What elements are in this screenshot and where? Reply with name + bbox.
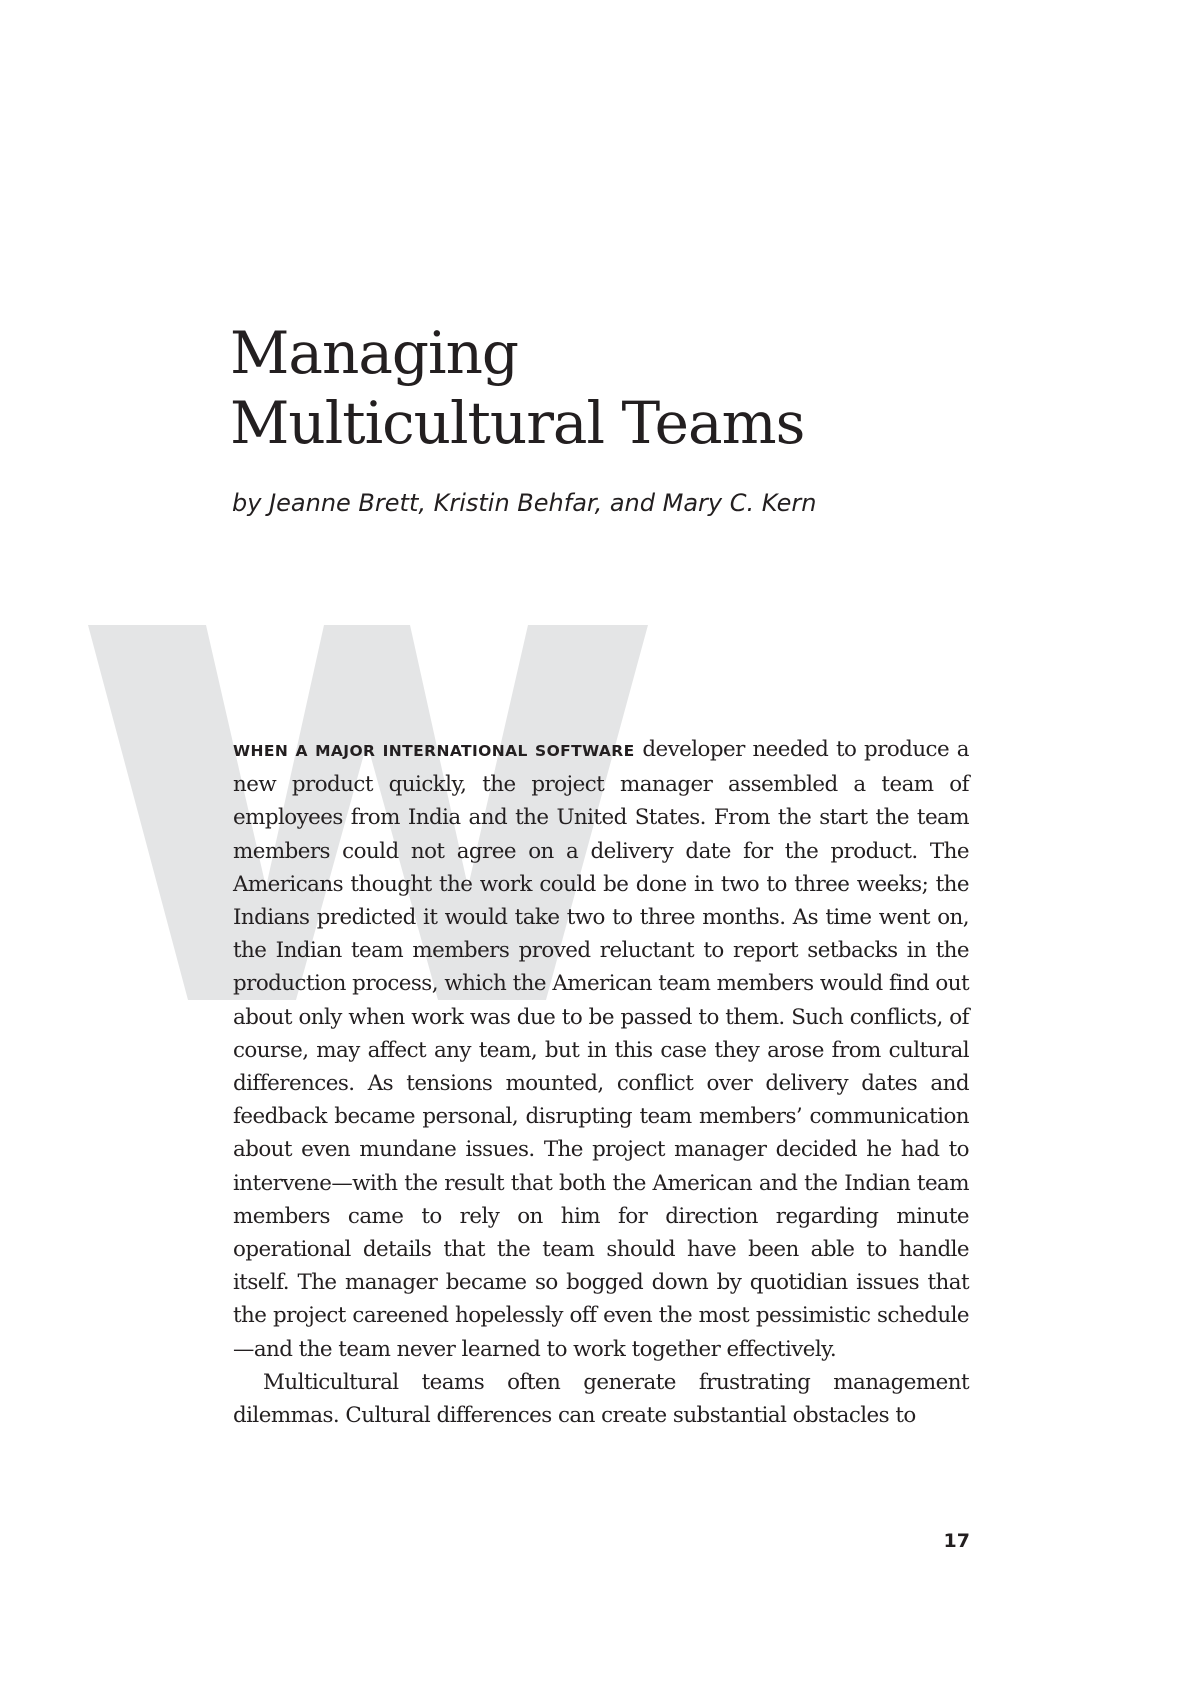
paragraph-lead-in: WHEN A MAJOR INTERNATIONAL SOFTWARE	[233, 742, 635, 760]
body-paragraph-2	[233, 1366, 969, 1432]
paragraph-2-text: Multicultural teams often generate frustrating management dilemmas. Cultural differences can create substantial obstacles to	[233, 1369, 969, 1429]
article-title	[230, 318, 1050, 458]
title-line-1: Managing	[230, 319, 519, 387]
paragraph-1-text: developer needed to produce a new product quickly, the project manager assembled a team of employees from India and the United States. From the start the team members could not agree on a delivery date for the product. The Americans thought the work could be done in two to three weeks; the Indians predicted it would take two to three months. As time went on, the Indian team members proved reluctant to report setbacks in the production process, which the American team members would find out about only when work was due to be passed to them. Such conflicts, of course, may affect any team, but in this case they arose from cultural differences. As tensions mounted, conflict over delivery dates and feedback became personal, disrupting team members’ communication about even mundane issues. The project manager decided he had to intervene—with the result that both the American and the Indian team members came to rely on him for direction regarding minute operational details that the team should have been able to handle itself. The manager became so bogged down by quotidian issues that the project careened hopelessly off even the most pessimistic schedule—and the team never learned to work together effectively.	[233, 737, 969, 1362]
article-body	[233, 733, 969, 1432]
page-number: 17	[943, 1530, 970, 1552]
article-byline: by Jeanne Brett, Kristin Behfar, and Mary C. Kern	[232, 489, 817, 517]
body-paragraph-1	[233, 733, 969, 1366]
title-line-2: Multicultural Teams	[230, 389, 805, 457]
